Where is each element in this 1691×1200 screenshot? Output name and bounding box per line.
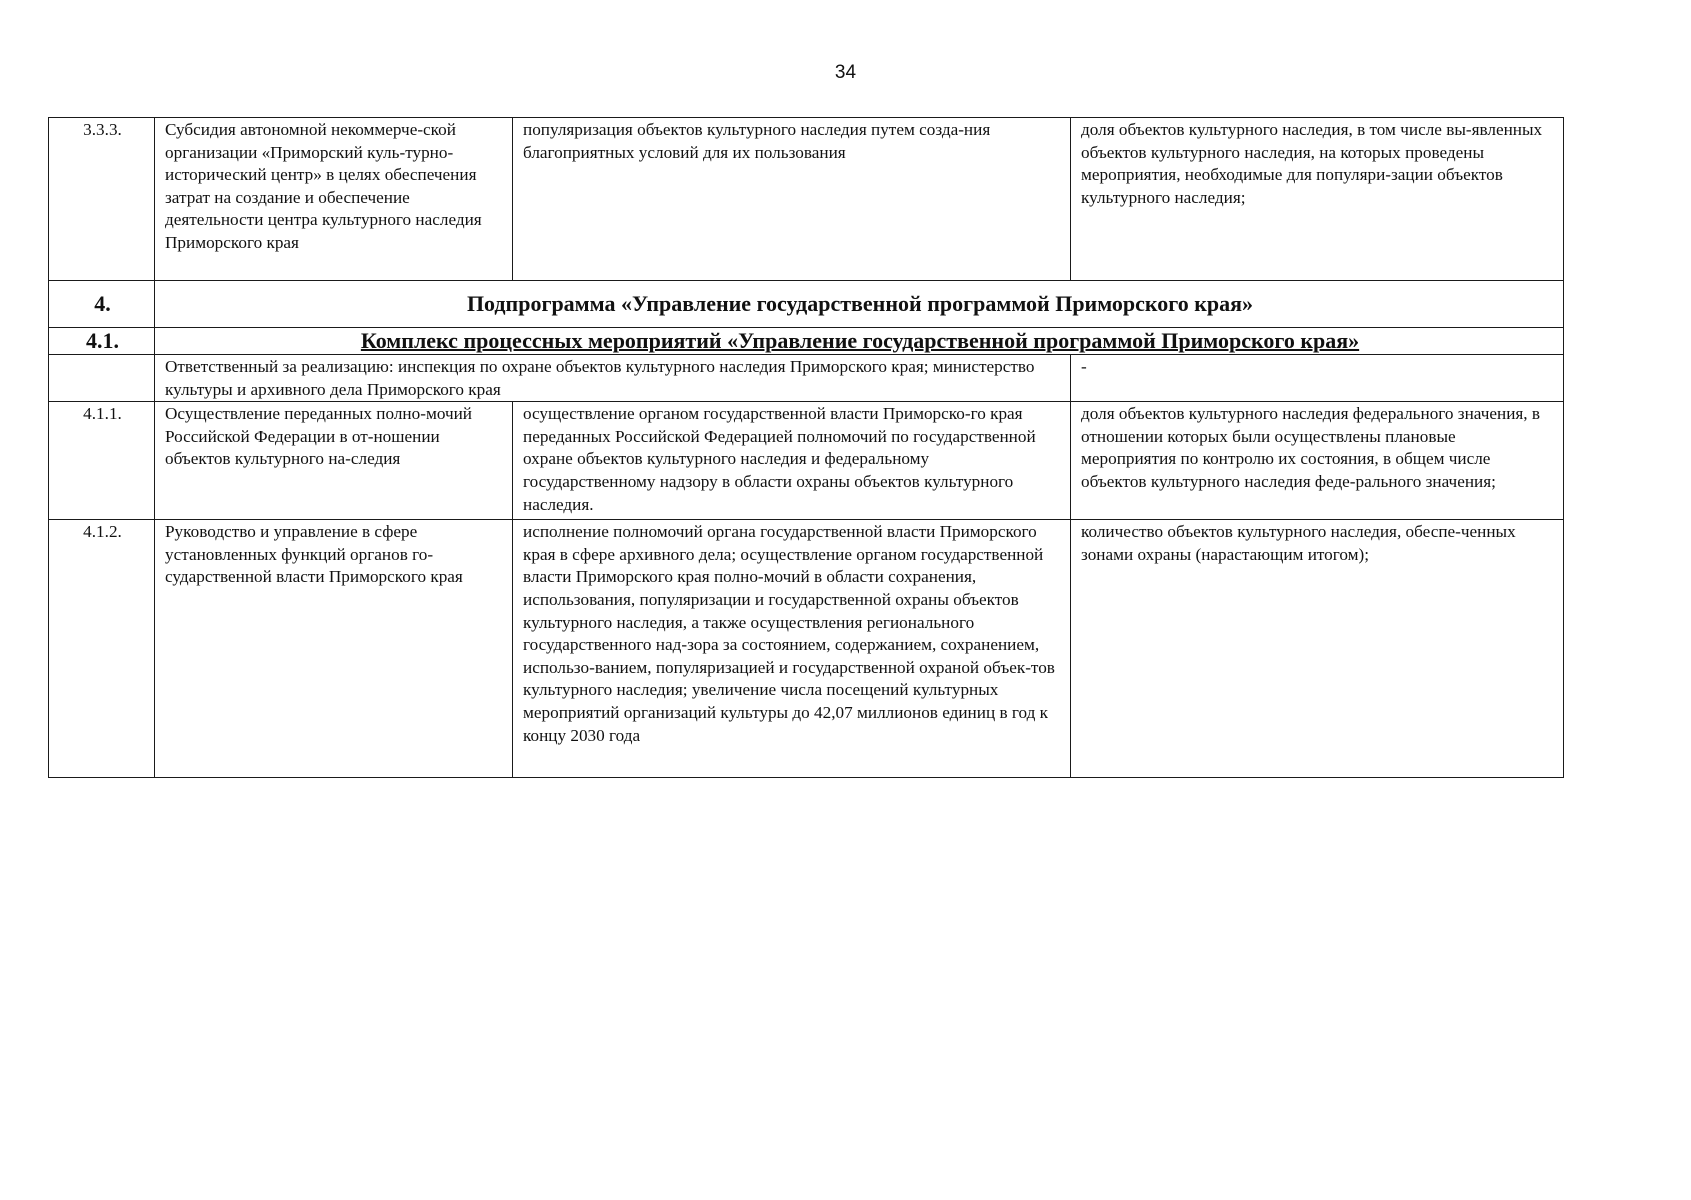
row-number: 3.3.3. — [49, 118, 155, 281]
row-number: 4.1.2. — [49, 520, 155, 778]
measure-indicator: количество объектов культурного наследия, обеспе-ченных зонами охраны (нарастающим итогом); — [1071, 520, 1564, 778]
measure-indicator: доля объектов культурного наследия, в том числе вы-явленных объектов культурного наследия, на которых проведены мероприятия, необходимые для популяри-зации объектов культурного наследия; — [1071, 118, 1564, 281]
row-number: 4.1.1. — [49, 402, 155, 520]
measure-indicator: доля объектов культурного наследия федерального значения, в отношении которых были осуществлены плановые мероприятия по контролю их состояния, в общем числе объектов культурного наследия феде-рального значения; — [1071, 402, 1564, 520]
responsible-row — [49, 355, 1564, 402]
complex-row — [49, 328, 1564, 355]
measures-table — [48, 117, 1564, 778]
measure-name: Осуществление переданных полно-мочий Российской Федерации в от-ношении объектов культурного на-следия — [155, 402, 513, 520]
responsible-dash: - — [1071, 355, 1564, 402]
subprogram-title: Подпрограмма «Управление государственной программой Приморского края» — [155, 281, 1564, 328]
measure-name: Руководство и управление в сфере установленных функций органов го-сударственной власти Приморского края — [155, 520, 513, 778]
complex-number: 4.1. — [49, 328, 155, 355]
table-row — [49, 402, 1564, 520]
subprogram-row — [49, 281, 1564, 328]
page-number: 34 — [834, 62, 857, 83]
measure-task: популяризация объектов культурного наследия путем созда-ния благоприятных условий для их пользования — [513, 118, 1071, 281]
measure-task: исполнение полномочий органа государственной власти Приморского края в сфере архивного дела; осуществление органом государственной власти Приморского края полно-мочий в области сохранения, использования, популяризации и государственной охраны объектов культурного наследия, а также осуществления регионального государственного над-зора за состоянием, содержанием, сохранением, использо-ванием, популяризацией и государственной охраной объек-тов культурного наследия; увеличение числа посещений культурных мероприятий организаций культуры до 42,07 миллионов единиц в год к концу 2030 года — [513, 520, 1071, 778]
empty-cell — [49, 355, 155, 402]
table-row — [49, 520, 1564, 778]
subprogram-number: 4. — [49, 281, 155, 328]
table-row — [49, 118, 1564, 281]
measure-name: Субсидия автономной некоммерче-ской организации «Приморский куль-турно-исторический центр» в целях обеспечения затрат на создание и обеспечение деятельности центра культурного наследия Приморского края — [155, 118, 513, 281]
measure-task: осуществление органом государственной власти Приморско-го края переданных Российской Федерацией полномочий по государственной охране объектов культурного наследия и федеральному государственному надзору в области охраны объектов культурного наследия. — [513, 402, 1071, 520]
responsible-text: Ответственный за реализацию: инспекция по охране объектов культурного наследия Приморского края; министерство культуры и архивного дела Приморского края — [155, 355, 1071, 402]
complex-title: Комплекс процессных мероприятий «Управление государственной программой Приморского края» — [155, 328, 1564, 355]
